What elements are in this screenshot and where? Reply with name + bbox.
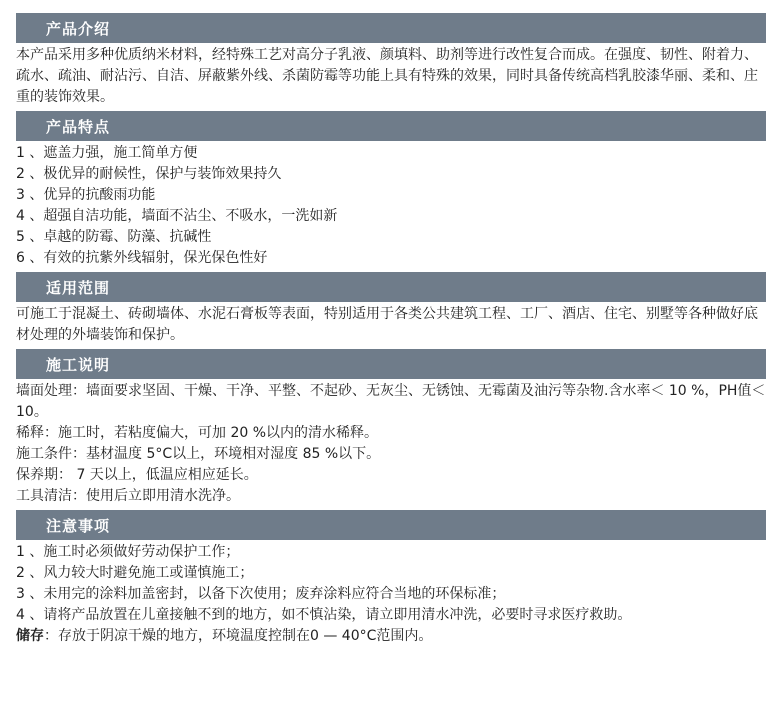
section-header-features — [16, 111, 766, 141]
list-item: 墙面处理：墙面要求坚固、干燥、干净、平整、不起砂、无灰尘、无锈蚀、无霉菌及油污等杂物.含水率＜ 10 %，PH值＜ 10。 — [16, 383, 766, 420]
list-item: 2 、风力较大时避免施工或谨慎施工； — [16, 565, 254, 581]
intro-text: 本产品采用多种优质纳米材料，经特殊工艺对高分子乳液、颜填料、助剂等进行改性复合而成。在强度、韧性、附着力、疏水、疏油、耐沾污、自洁、屏蔽紫外线、杀菌防霉等功能上具有特殊的效果，同时具备传统高档乳胶漆华丽、柔和、庄重的装饰效果。 — [16, 47, 758, 105]
section-body-features — [16, 141, 766, 272]
section-body-intro — [16, 43, 766, 111]
list-item: 6 、有效的抗紫外线辐射，保光保色性好 — [16, 250, 268, 266]
storage-line — [16, 626, 766, 647]
list-item: 保养期： 7 天以上，低温应相应延长。 — [16, 467, 258, 483]
list-item: 3 、优异的抗酸雨功能 — [16, 187, 156, 203]
section-body-scope — [16, 302, 766, 349]
list-item: 工具清洁：使用后立即用清水洗净。 — [16, 488, 240, 504]
list-item: 3 、未用完的涂料加盖密封，以备下次使用；废弃涂料应符合当地的环保标准； — [16, 586, 506, 602]
storage-text: ：存放于阴凉干燥的地方，环境温度控制在0 — 40°C范围内。 — [44, 628, 433, 644]
section-title-construction: 施工说明 — [46, 355, 111, 374]
section-title-intro: 产品介绍 — [46, 19, 111, 38]
section-title-scope: 适用范围 — [46, 278, 111, 297]
section-body-notes — [16, 540, 766, 650]
section-body-construction — [16, 379, 766, 510]
scope-text: 可施工于混凝土、砖砌墙体、水泥石膏板等表面，特别适用于各类公共建筑工程、工厂、酒店、住宅、别墅等各种做好底材处理的外墙装饰和保护。 — [16, 306, 758, 343]
list-item: 稀释：施工时，若粘度偏大，可加 20 %以内的清水稀释。 — [16, 425, 379, 441]
section-title-features: 产品特点 — [46, 117, 111, 136]
list-item: 5 、卓越的防霉、防藻、抗碱性 — [16, 229, 212, 245]
list-item: 2 、极优异的耐候性，保护与装饰效果持久 — [16, 166, 282, 182]
storage-label: 储存 — [16, 628, 44, 644]
list-item: 4 、超强自洁功能，墙面不沾尘、不吸水，一洗如新 — [16, 208, 338, 224]
section-header-construction — [16, 349, 766, 379]
list-item: 4 、请将产品放置在儿童接触不到的地方，如不慎沾染，请立即用清水冲洗，必要时寻求医疗救助。 — [16, 607, 632, 623]
list-item: 1 、施工时必须做好劳动保护工作； — [16, 544, 240, 560]
list-item: 施工条件：基材温度 5°C以上，环境相对湿度 85 %以下。 — [16, 446, 381, 462]
section-title-notes: 注意事项 — [46, 516, 111, 535]
section-header-notes — [16, 510, 766, 540]
list-item: 1 、遮盖力强，施工简单方便 — [16, 145, 198, 161]
section-header-intro — [16, 13, 766, 43]
section-header-scope — [16, 272, 766, 302]
